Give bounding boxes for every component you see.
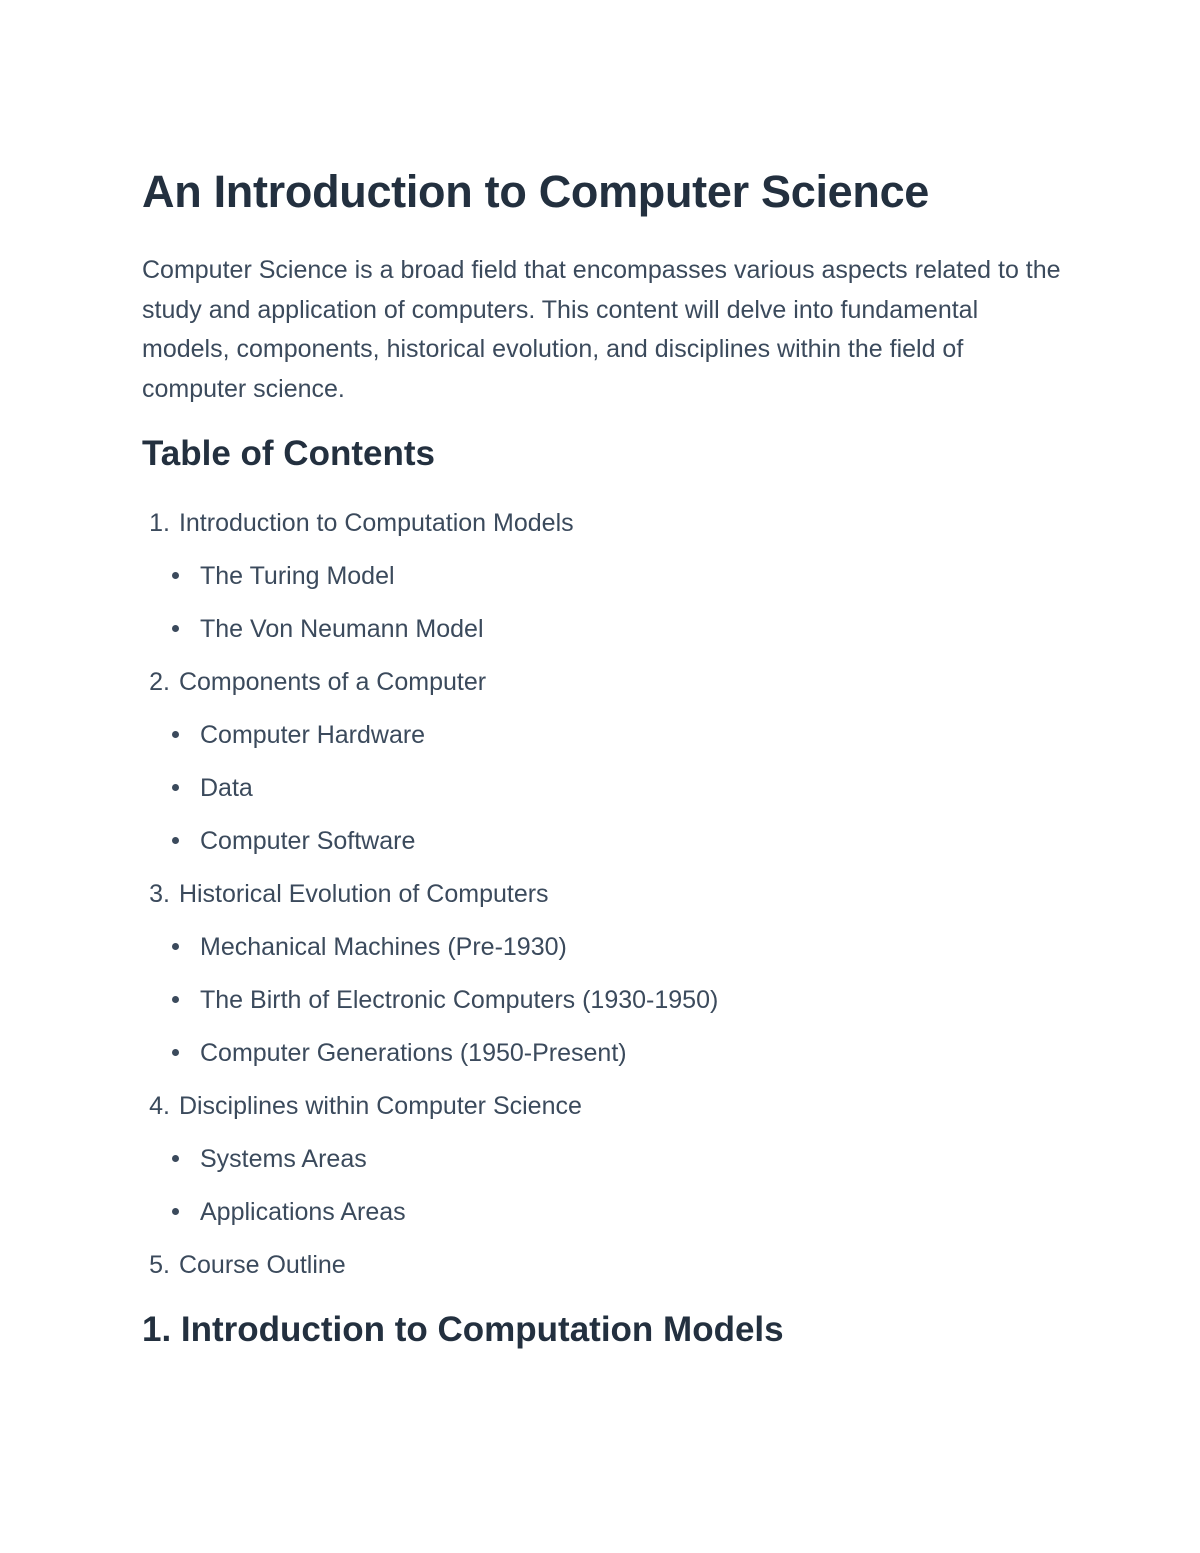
bullet-icon [172, 731, 179, 738]
bullet-icon [172, 943, 179, 950]
toc-item-label: Course Outline [178, 1251, 346, 1279]
toc-subitem-label: The Turing Model [200, 562, 395, 590]
toc-item [142, 1088, 718, 1141]
toc-item-number: 4. [149, 1092, 170, 1120]
toc-subitem-label: Computer Hardware [200, 721, 426, 749]
toc-item-number: 3. [149, 880, 170, 908]
table-of-contents [142, 505, 718, 1300]
toc-subitem [142, 1141, 718, 1194]
toc-subitem-label: Applications Areas [200, 1198, 406, 1226]
toc-heading: Table of Contents [142, 434, 435, 473]
toc-subitem-label: Mechanical Machines (Pre-1930) [200, 933, 567, 961]
toc-item [142, 664, 718, 717]
toc-subitem-label: The Birth of Electronic Computers (1930-1950) [200, 986, 719, 1014]
intro-paragraph: Computer Science is a broad field that encompasses various aspects related to the study and application of computers. This content will delve into fundamental models, components, historical evolution, and disciplines within the field of computer science. [142, 256, 1061, 403]
bullet-icon [172, 784, 179, 791]
document-title: An Introduction to Computer Science [142, 166, 930, 217]
toc-subitem-label: The Von Neumann Model [200, 615, 484, 643]
toc-subitem-label: Systems Areas [200, 1145, 367, 1173]
toc-item-label: Components of a Computer [178, 668, 487, 696]
toc-subitem [142, 1035, 718, 1088]
toc-item-number: 1. [149, 509, 170, 537]
toc-subitem [142, 558, 718, 611]
toc-item-number: 2. [149, 668, 170, 696]
toc-subitem [142, 1194, 718, 1247]
toc-item-label: Historical Evolution of Computers [178, 880, 549, 908]
bullet-icon [172, 1049, 179, 1056]
bullet-icon [172, 1155, 179, 1162]
toc-subitem-label: Data [200, 774, 253, 802]
bullet-icon [172, 996, 179, 1003]
toc-subitem [142, 929, 718, 982]
section-heading: 1. Introduction to Computation Models [142, 1310, 784, 1349]
toc-item-number: 5. [149, 1251, 170, 1279]
toc-subitem [142, 982, 718, 1035]
bullet-icon [172, 1208, 179, 1215]
toc-subitem [142, 717, 718, 770]
bullet-icon [172, 625, 179, 632]
bullet-icon [172, 572, 179, 579]
toc-item [142, 505, 718, 558]
toc-subitem-label: Computer Generations (1950-Present) [200, 1039, 627, 1067]
toc-subitem [142, 770, 718, 823]
toc-item [142, 876, 718, 929]
toc-item-label: Disciplines within Computer Science [178, 1092, 582, 1120]
toc-item-label: Introduction to Computation Models [178, 509, 574, 537]
toc-subitem [142, 823, 718, 876]
toc-item [142, 1247, 718, 1300]
toc-subitem [142, 611, 718, 664]
bullet-icon [172, 837, 179, 844]
toc-subitem-label: Computer Software [200, 827, 416, 855]
